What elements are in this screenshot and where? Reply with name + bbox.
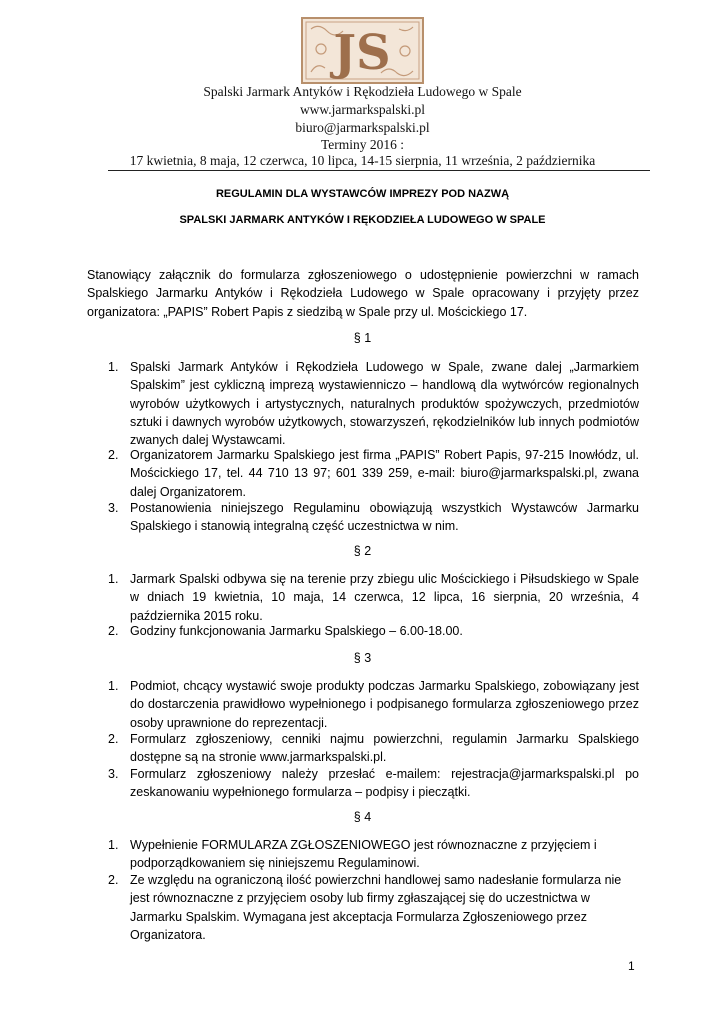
list-item	[108, 358, 639, 449]
list-item-number: 2.	[108, 624, 119, 638]
list-item-number: 2.	[108, 732, 119, 746]
list-item-text: Jarmark Spalski odbywa się na terenie przy zbiegu ulic Mościckiego i Piłsudskiego w Spale w dniach 19 kwietnia, 10 maja, 14 czerwca, 12 lipca, 16 sierpnia, 20 września, 4 października 2015 roku.	[130, 572, 639, 623]
list-item-number: 2.	[108, 873, 119, 887]
list-item	[108, 677, 639, 732]
page-number: 1	[628, 959, 635, 973]
list-item	[108, 836, 639, 873]
list-item-number: 3.	[108, 767, 119, 781]
list-item-number: 1.	[108, 572, 119, 586]
section-heading-4: § 4	[353, 810, 372, 824]
header-website: www.jarmarkspalski.pl	[299, 102, 426, 117]
list-item-text: Spalski Jarmark Antyków i Rękodzieła Ludowego w Spale, zwane dalej „Jarmarkiem Spalskim” jest cykliczną imprezą wystawienniczo – handlową dla wytwórców regionalnych wyrobów użytkowych i artystycznych, naturalnych produktów spożywczych, przedmiotów sztuki i dawnych wyrobów użytkowych, stowarzyszeń, rękodzielników lub innych podmiotów zwanych dalej Wystawcami.	[130, 360, 639, 448]
jarmark-logo	[301, 17, 424, 84]
list-item	[108, 446, 639, 501]
list-item-text: Formularz zgłoszeniowy, cenniki najmu powierzchni, regulamin Jarmarku Spalskiego dostępne są na stronie www.jarmarkspalski.pl.	[130, 732, 639, 765]
list-item-text: Postanowienia niniejszego Regulaminu obowiązują wszystkich Wystawców Jarmarku Spalskiego i stanowią integralną część uczestnictwa w nim.	[130, 501, 639, 534]
section-heading-2: § 2	[353, 544, 372, 558]
list-item-number: 1.	[108, 679, 119, 693]
list-item-text: Formularz zgłoszeniowy należy przesłać e-mailem: rejestracja@jarmarkspalski.pl po zeskanowaniu wypełnionego formularza – podpisy i pieczątki.	[130, 767, 639, 800]
list-item	[108, 570, 639, 625]
intro-paragraph: Stanowiący załącznik do formularza zgłoszeniowego o udostępnienie powierzchni w ramach Spalskiego Jarmarku Antyków i Rękodzieła Ludowego w Spale opracowany i przyjęty przez organizatora: „PAPIS” Robert Papis z siedzibą w Spale przy ul. Mościckiego 17.	[87, 268, 639, 319]
document-title-line1: REGULAMIN DLA WYSTAWCÓW IMPREZY POD NAZWĄ	[215, 188, 510, 200]
logo-monogram: JS	[333, 25, 391, 81]
list-item-number: 2.	[108, 448, 119, 462]
header-company-name: Spalski Jarmark Antyków i Rękodzieła Ludowego w Spale	[203, 84, 522, 99]
list-item-text: Organizatorem Jarmarku Spalskiego jest firma „PAPIS” Robert Papis, 97-215 Inowłódz, ul. Mościckiego 17, tel. 44 710 13 97; 601 339 259, e-mail: biuro@jarmarkspalski.pl, zwana dalej Organizatorem.	[130, 448, 639, 499]
list-item-text: Podmiot, chcący wystawić swoje produkty podczas Jarmarku Spalskiego, zobowiązany jest do dostarczenia prawidłowo wypełnionego i podpisanego formularza zgłoszeniowego przez osoby uprawnione do reprezentacji.	[130, 679, 639, 730]
header-email: biuro@jarmarkspalski.pl	[295, 120, 430, 135]
list-item	[108, 871, 639, 944]
list-item-text: Godziny funkcjonowania Jarmarku Spalskiego – 6.00-18.00.	[130, 624, 463, 638]
list-item-text: Wypełnienie FORMULARZA ZGŁOSZENIOWEGO jest równoznaczne z przyjęciem i podporządkowaniem się niniejszemu Regulaminowi.	[130, 838, 597, 871]
list-item-number: 1.	[108, 838, 119, 852]
list-item-number: 1.	[108, 360, 119, 374]
header-dates: 17 kwietnia, 8 maja, 12 czerwca, 10 lipca, 14-15 sierpnia, 11 września, 2 października	[129, 153, 596, 168]
list-item	[108, 765, 639, 802]
list-item-number: 3.	[108, 501, 119, 515]
section-heading-3: § 3	[353, 651, 372, 665]
document-title-line2: SPALSKI JARMARK ANTYKÓW I RĘKODZIEŁA LUDOWEGO W SPALE	[179, 214, 546, 226]
list-item	[108, 730, 639, 767]
list-item-text: Ze względu na ograniczoną ilość powierzchni handlowej samo nadesłanie formularza nie jest równoznaczne z przyjęciem osoby lub firmy zgłaszającej się do uczestnictwa w Jarmarku Spalskim. Wymagana jest akceptacja Formularza Zgłoszeniowego przez Organizatora.	[130, 873, 622, 942]
header-divider	[108, 170, 650, 171]
list-item	[108, 499, 639, 536]
header-terms-label: Terminy 2016 :	[320, 137, 405, 152]
section-heading-1: § 1	[353, 331, 372, 345]
list-item	[108, 622, 639, 640]
